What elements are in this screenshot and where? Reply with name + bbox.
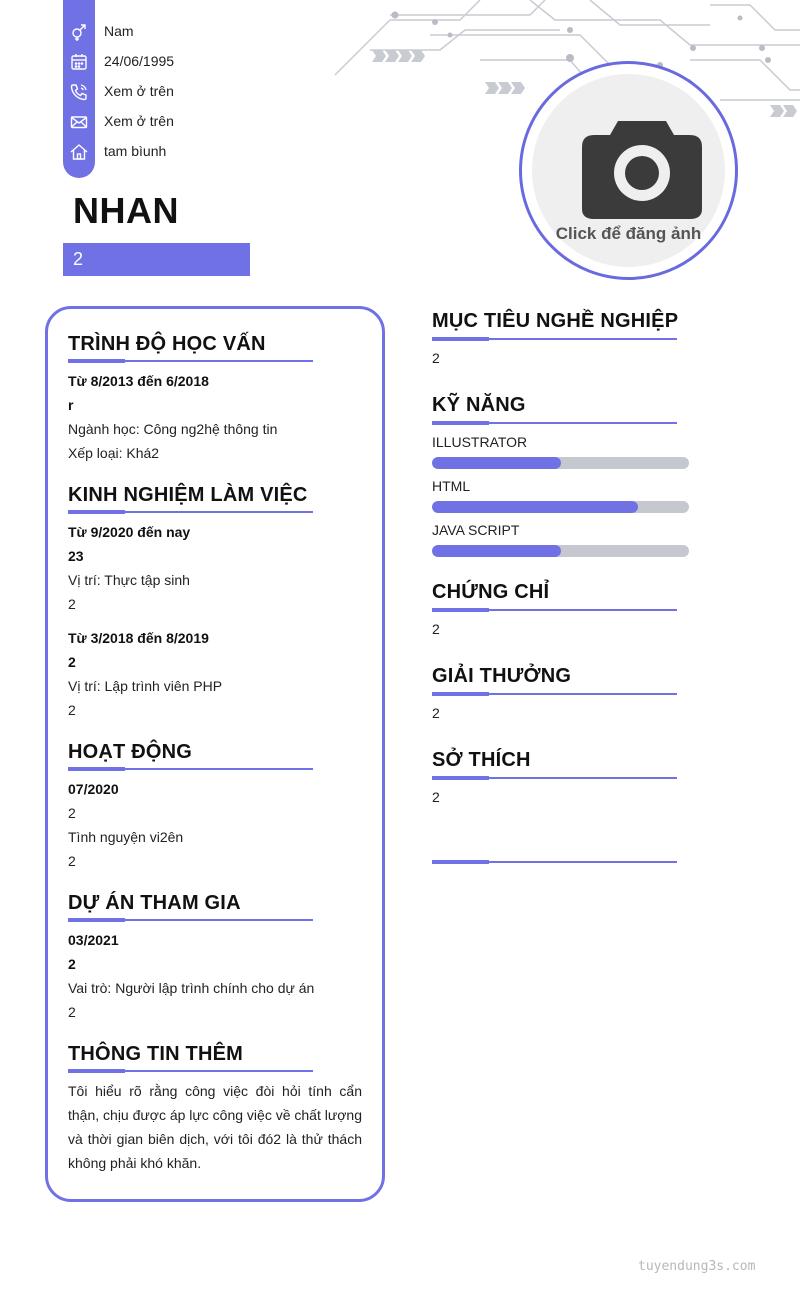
objective-title: MỤC TIÊU NGHỀ NGHIỆP [432,310,679,332]
more-info-rule [68,1070,313,1072]
avatar-caption: Click để đăng ảnh [555,224,702,243]
phone-icon [69,82,89,102]
contact-phone [63,80,323,104]
camera-icon [582,115,702,219]
experience-role: Vị trí: Thực tập sinh [68,572,190,588]
activities-rule [68,768,313,770]
education-grade: Xếp loại: Khá2 [68,445,160,461]
awards-title: GIẢI THƯỞNG [432,665,572,687]
projects-title: DỰ ÁN THAM GIA [68,892,241,914]
activities-title: HOẠT ĐỘNG [68,741,193,763]
skill-bar [432,457,689,469]
skill-name: JAVA SCRIPT [432,522,520,538]
education-major: Ngành học: Công ng2hệ thông tin [68,421,278,437]
skill-name: ILLUSTRATOR [432,434,528,450]
more-info-title: THÔNG TIN THÊM [68,1043,244,1065]
project-name: 2 [68,956,76,972]
experience-period: Từ 9/2020 đến nay [68,524,191,540]
skill-name: HTML [432,478,471,494]
objective-text: 2 [432,350,440,366]
certificates-title: CHỨNG CHỈ [432,581,550,603]
experience-desc: 2 [68,596,76,612]
birthday-text: 24/06/1995 [104,53,175,69]
experience-title: KINH NGHIỆM LÀM VIỆC [68,484,308,506]
activity-date: 07/2020 [68,781,119,797]
awards-text: 2 [432,705,440,721]
skill-bar-fill [432,545,561,557]
activity-desc: 2 [68,853,76,869]
activity-role: Tình nguyện vi2ên [68,829,184,845]
home-icon [69,142,89,162]
gender-text: Nam [104,23,134,39]
contact-gender [63,20,323,44]
more-info-text: Tôi hiểu rõ rằng công việc đòi hỏi tính cẩn thận, chịu được áp lực công việc về chất lượng và thời gian biên dịch, với tôi đó2 là thử thách không phải khó khăn. [68,1083,362,1171]
hobbies-title: SỞ THÍCH [432,749,531,771]
activity-org: 2 [68,805,76,821]
project-role: Vai trò: Người lập trình chính cho dự án [68,980,315,996]
experience-desc: 2 [68,702,76,718]
certificates-rule [432,609,677,611]
education-rule [68,360,313,362]
experience-rule [68,511,313,513]
certificates-text: 2 [432,621,440,637]
envelope-icon [69,112,89,132]
education-school: r [68,397,74,413]
hobbies-rule [432,777,677,779]
calendar-icon [69,52,89,72]
avatar-placeholder [532,74,725,267]
skill-bar-fill [432,501,638,513]
projects-rule [68,919,313,921]
education-period: Từ 8/2013 đến 6/2018 [68,373,209,389]
gender-icon [69,22,89,42]
education-title: TRÌNH ĐỘ HỌC VẤN [68,333,266,355]
awards-rule [432,693,677,695]
address-text: tam bìunh [104,143,167,159]
project-desc: 2 [68,1004,76,1020]
email-text: Xem ở trên [104,113,174,129]
contact-email [63,110,323,134]
experience-company: 2 [68,654,76,670]
skill-bar [432,545,689,557]
objective-rule [432,338,677,340]
experience-company: 23 [68,548,84,564]
contact-address [63,140,323,164]
skills-title: KỸ NĂNG [432,394,526,416]
experience-period: Từ 3/2018 đến 8/2019 [68,630,209,646]
job-position: 2 [63,243,250,276]
hobbies-text: 2 [432,789,440,805]
project-date: 03/2021 [68,932,119,948]
phone-text: Xem ở trên [104,83,174,99]
avatar-upload[interactable] [519,61,738,280]
empty-section-rule [432,861,677,863]
contact-birthday [63,50,323,74]
skills-rule [432,422,677,424]
experience-role: Vị trí: Lập trình viên PHP [68,678,223,694]
full-name: NHAN [73,190,179,231]
watermark: tuyendung3s.com [638,1259,756,1274]
skill-bar-fill [432,457,561,469]
skill-bar [432,501,689,513]
